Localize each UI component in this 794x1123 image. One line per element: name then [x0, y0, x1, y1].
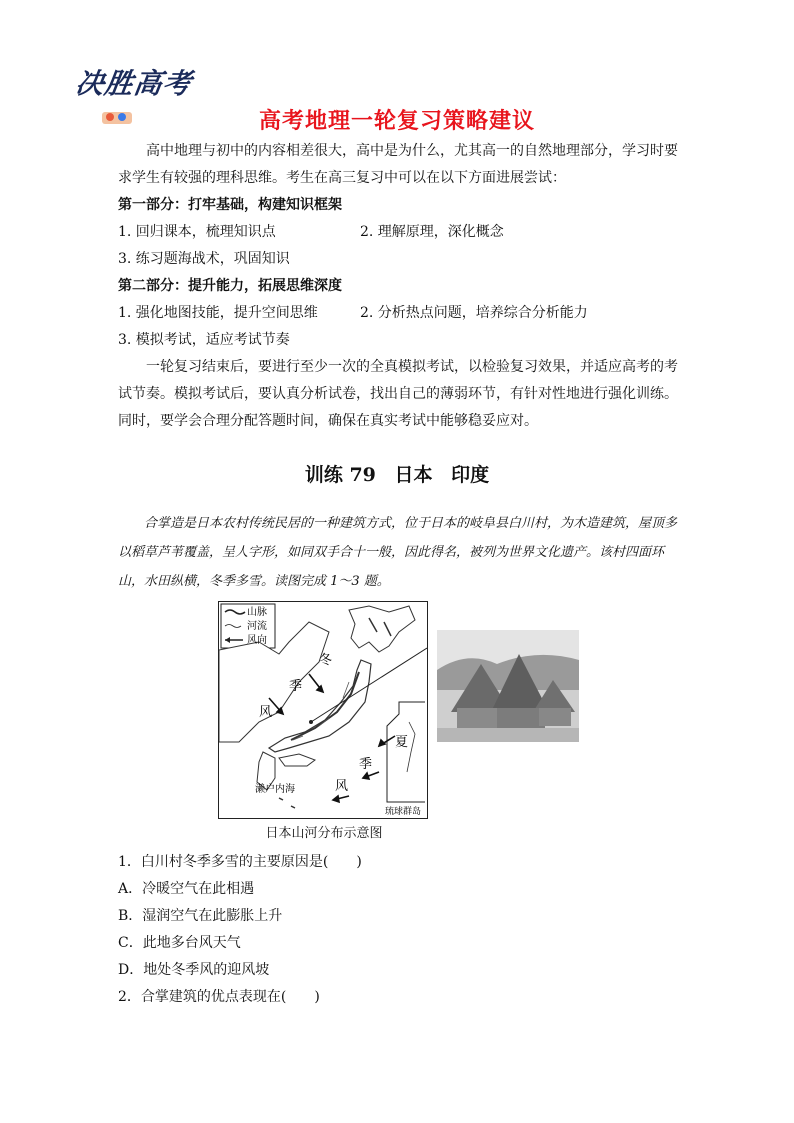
part2-item-2: 2. 分析热点问题，培养综合分析能力 [360, 305, 588, 321]
logo: 决胜高考 [73, 67, 195, 100]
summer-label-2: 季 [359, 757, 373, 772]
winter-label-3: 风 [259, 705, 273, 720]
japan-map [218, 601, 428, 819]
part2-item-1: 1. 强化地图技能，提升空间思维 [118, 305, 318, 321]
question-intro: 合掌造是日本农村传统民居的一种建筑方式，位于日本的岐阜县白川村，为木造建筑，屋顶多以稻草芦苇覆盖，呈人字形，如同双手合十一般，因此得名，被列为世界文化遗产。该村四面环山，水田纵横，冬季多雪。读图完成 1～3 题。 [118, 516, 678, 589]
sea-label: 濑户内海 [255, 784, 295, 795]
question-1-option-c: C．此地多台风天气 [118, 935, 241, 951]
question-1-option-a: A．冷暖空气在此相遇 [118, 881, 255, 897]
question-2: 2．合掌建筑的优点表现在( ) [118, 989, 320, 1005]
section-topic-japan: 日本 [394, 464, 433, 486]
question-1-option-b: B．湿润空气在此膨胀上升 [118, 908, 283, 924]
part1-item-1: 1. 回归课本，梳理知识点 [118, 224, 276, 240]
question-1-option-d: D．地处冬季风的迎风坡 [118, 962, 270, 978]
summer-label-1: 夏 [395, 735, 409, 750]
legend-wind-label: 风向 [247, 635, 267, 646]
legend-mountain-label: 山脉 [247, 607, 267, 618]
legend-river-label: 河流 [247, 621, 267, 632]
gassho-house-photo [437, 630, 579, 742]
intro-paragraph: 高中地理与初中的内容相差很大，高中是为什么，尤其高一的自然地理部分，学习时要求学生有较强的理科思维。考生在高三复习中可以在以下方面进展尝试： [118, 143, 678, 186]
question-1: 1．白川村冬季多雪的主要原因是( ) [118, 854, 362, 870]
winter-label-2: 季 [289, 679, 303, 694]
section-heading [0, 460, 794, 487]
map-caption: 日本山河分布示意图 [265, 826, 383, 841]
closing-paragraph: 一轮复习结束后，要进行至少一次的全真模拟考试，以检验复习效果，并适应高考的考试节奏。模拟考试后，要认真分析试卷，找出自己的薄弱环节，有针对性地进行强化训练。同时，要学会合理分配答题时间，确保在真实考试中能够稳妥应对。 [118, 359, 678, 429]
part1-item-2: 2. 理解原理，深化概念 [360, 224, 504, 240]
islands-label: 琉球群岛 [385, 807, 422, 817]
part2-heading: 第二部分：提升能力，拓展思维深度 [118, 278, 342, 294]
part2-item-3: 3. 模拟考试，适应考试节奏 [118, 332, 290, 348]
winter-label-1: 冬 [319, 653, 333, 668]
summer-label-3: 风 [335, 779, 349, 794]
section-topic-india: 印度 [451, 464, 490, 486]
part1-item-3: 3. 练习题海战术，巩固知识 [118, 251, 290, 267]
part1-heading: 第一部分：打牢基础，构建知识框架 [118, 197, 342, 213]
section-label: 训练 79 [304, 464, 376, 486]
page-title: 高考地理一轮复习策略建议 [258, 109, 535, 134]
